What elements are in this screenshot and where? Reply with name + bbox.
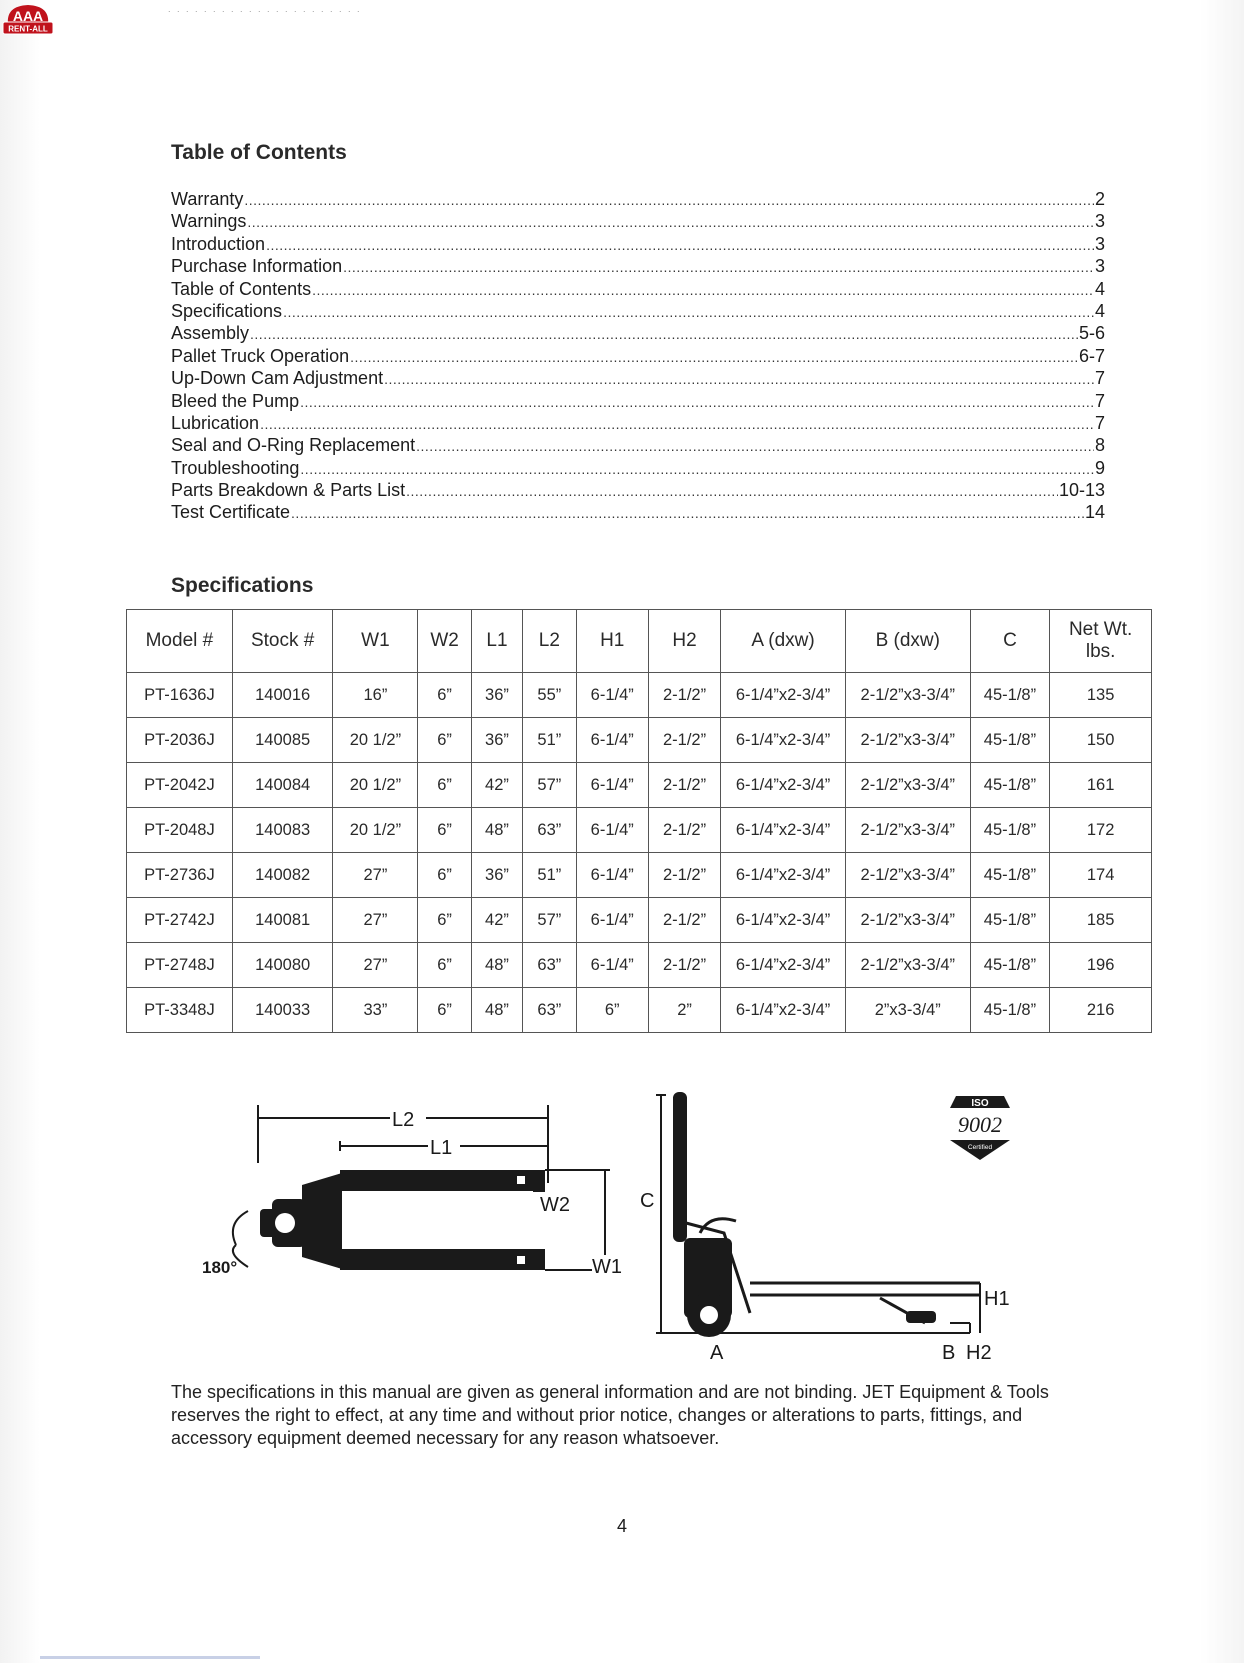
header-faint-text: . . . . . . . . . . . . . . . . . . . . . . — [168, 4, 362, 14]
table-cell: 2-1/2” — [648, 943, 720, 988]
toc-entry — [171, 210, 1105, 232]
table-header-cell: Net Wt. lbs. — [1050, 610, 1152, 673]
table-cell: 140082 — [232, 853, 333, 898]
table-cell: PT-2042J — [127, 763, 233, 808]
table-cell: 2-1/2” — [648, 853, 720, 898]
toc-entry — [171, 412, 1105, 434]
toc-entry-page: 7 — [1094, 390, 1105, 411]
table-cell: 33” — [333, 988, 418, 1033]
table-cell: 6-1/4” — [576, 763, 648, 808]
dimension-label-h1: H1 — [984, 1288, 1010, 1310]
table-cell: 63” — [523, 808, 576, 853]
toc-entry-page: 2 — [1094, 189, 1105, 209]
toc-entry — [171, 255, 1105, 277]
toc-dot-leader — [247, 211, 1094, 233]
table-cell: 20 1/2” — [333, 718, 418, 763]
table-cell: 45-1/8” — [970, 808, 1050, 853]
iso-badge-top: ISO — [971, 1098, 989, 1109]
table-row — [127, 763, 1152, 808]
toc-entry — [171, 300, 1105, 322]
table-cell: 6-1/4”x2-3/4” — [721, 673, 846, 718]
toc-dot-leader — [300, 458, 1094, 480]
table-cell: 45-1/8” — [970, 718, 1050, 763]
table-cell: PT-2048J — [127, 808, 233, 853]
toc-entry — [171, 501, 1105, 523]
toc-entry-page: 10-13 — [1058, 480, 1105, 501]
table-cell: 45-1/8” — [970, 853, 1050, 898]
toc-dot-leader — [312, 279, 1094, 301]
table-cell: 2”x3-3/4” — [845, 988, 970, 1033]
toc-entry-page: 9 — [1094, 457, 1105, 478]
table-cell: 6-1/4” — [576, 853, 648, 898]
table-cell: 6” — [418, 673, 471, 718]
table-cell: 51” — [523, 853, 576, 898]
toc-list — [171, 188, 1105, 524]
table-cell: 6” — [418, 763, 471, 808]
scan-edge-mark — [40, 1656, 260, 1659]
table-header-cell: C — [970, 610, 1050, 673]
table-cell: 2-1/2” — [648, 718, 720, 763]
toc-entry-label: Seal and O-Ring Replacement — [171, 435, 416, 456]
toc-entry — [171, 233, 1105, 255]
fork-shapes — [260, 1170, 545, 1270]
table-cell: 2-1/2” — [648, 898, 720, 943]
pallet-truck-dimension-diagram — [190, 1083, 1040, 1363]
toc-dot-leader — [384, 368, 1094, 390]
table-cell: 6-1/4” — [576, 943, 648, 988]
table-cell: 196 — [1050, 943, 1152, 988]
table-row — [127, 988, 1152, 1033]
table-cell: 185 — [1050, 898, 1152, 943]
table-cell: 36” — [471, 853, 522, 898]
table-cell: 51” — [523, 718, 576, 763]
specifications-heading: Specifications — [171, 574, 314, 597]
toc-entry-page: 7 — [1094, 368, 1105, 389]
table-header-cell: Model # — [127, 610, 233, 673]
toc-entry — [171, 345, 1105, 367]
table-cell: PT-3348J — [127, 988, 233, 1033]
table-cell: 6” — [418, 943, 471, 988]
table-header-cell: W2 — [418, 610, 471, 673]
table-cell: 6” — [418, 853, 471, 898]
table-cell: 45-1/8” — [970, 763, 1050, 808]
table-cell: 161 — [1050, 763, 1152, 808]
table-header-cell: B (dxw) — [845, 610, 970, 673]
table-cell: 6” — [576, 988, 648, 1033]
table-cell: 140083 — [232, 808, 333, 853]
table-cell: 6-1/4”x2-3/4” — [721, 988, 846, 1033]
table-header-cell: A (dxw) — [721, 610, 846, 673]
toc-dot-leader — [291, 502, 1084, 524]
toc-entry-label: Warranty — [171, 189, 244, 209]
table-cell: 216 — [1050, 988, 1152, 1033]
dimension-label-a: A — [710, 1342, 724, 1363]
table-cell: 20 1/2” — [333, 763, 418, 808]
toc-entry-page: 14 — [1084, 502, 1105, 523]
table-header-cell: L1 — [471, 610, 522, 673]
table-cell: 27” — [333, 853, 418, 898]
toc-entry — [171, 457, 1105, 479]
table-cell: 45-1/8” — [970, 673, 1050, 718]
table-cell: 27” — [333, 898, 418, 943]
toc-dot-leader — [244, 189, 1094, 211]
dimension-label-l1: L1 — [430, 1137, 453, 1159]
table-cell: 55” — [523, 673, 576, 718]
dimension-label-w1: W1 — [592, 1256, 622, 1278]
toc-entry-page: 6-7 — [1078, 345, 1105, 366]
table-row — [127, 808, 1152, 853]
table-cell: 174 — [1050, 853, 1152, 898]
table-cell: 2-1/2”x3-3/4” — [845, 853, 970, 898]
logo-text-top: AAA — [12, 8, 44, 24]
toc-entry — [171, 322, 1105, 344]
toc-entry-label: Table of Contents — [171, 278, 312, 299]
specifications-table — [126, 609, 1152, 1033]
table-cell: 42” — [471, 898, 522, 943]
table-cell: 27” — [333, 943, 418, 988]
iso-badge-number: 9002 — [958, 1112, 1002, 1137]
table-cell: 135 — [1050, 673, 1152, 718]
table-cell: 48” — [471, 943, 522, 988]
toc-entry-label: Warnings — [171, 211, 247, 232]
dimension-label-l2: L2 — [392, 1109, 415, 1131]
side-view-body — [684, 1238, 936, 1337]
table-cell: 45-1/8” — [970, 943, 1050, 988]
table-row — [127, 673, 1152, 718]
toc-entry-page: 3 — [1094, 211, 1105, 232]
table-cell: 6” — [418, 988, 471, 1033]
toc-entry-label: Assembly — [171, 323, 250, 344]
toc-entry-label: Parts Breakdown & Parts List — [171, 480, 406, 501]
table-cell: 63” — [523, 988, 576, 1033]
table-cell: 2-1/2”x3-3/4” — [845, 763, 970, 808]
table-cell: 6-1/4”x2-3/4” — [721, 763, 846, 808]
toc-entry-page: 8 — [1094, 435, 1105, 456]
table-cell: 140081 — [232, 898, 333, 943]
table-cell: 48” — [471, 808, 522, 853]
toc-entry-page: 7 — [1094, 412, 1105, 433]
toc-entry — [171, 434, 1105, 456]
page-number: 4 — [616, 1516, 627, 1536]
table-row — [127, 898, 1152, 943]
toc-entry-label: Lubrication — [171, 412, 260, 433]
table-header-cell: H2 — [648, 610, 720, 673]
table-cell: PT-2036J — [127, 718, 233, 763]
table-cell: 172 — [1050, 808, 1152, 853]
table-row — [127, 718, 1152, 763]
table-cell: 42” — [471, 763, 522, 808]
table-cell: 36” — [471, 718, 522, 763]
table-cell: PT-2742J — [127, 898, 233, 943]
toc-entry-page: 4 — [1094, 300, 1105, 321]
table-cell: 6” — [418, 718, 471, 763]
table-cell: 20 1/2” — [333, 808, 418, 853]
table-header-cell: W1 — [333, 610, 418, 673]
table-row — [127, 943, 1152, 988]
toc-entry-label: Introduction — [171, 233, 266, 254]
table-cell: 2-1/2”x3-3/4” — [845, 898, 970, 943]
toc-entry-label: Specifications — [171, 300, 283, 321]
iso-9002-badge — [942, 1094, 1018, 1162]
toc-entry-label: Pallet Truck Operation — [171, 345, 350, 366]
logo-text-bottom: RENT-ALL — [8, 24, 48, 34]
table-cell: 45-1/8” — [970, 898, 1050, 943]
toc-dot-leader — [266, 234, 1094, 256]
table-cell: 140016 — [232, 673, 333, 718]
disclaimer-paragraph: The specifications in this manual are given as general information and are not binding. JET Equipment & Tools reserves the right to effect, at any time and without prior notice, changes or alterations to parts, fittings, and accessory equipment deemed necessary for any reason whatsoever. — [171, 1382, 1049, 1448]
table-cell: 150 — [1050, 718, 1152, 763]
toc-entry-label: Test Certificate — [171, 502, 291, 523]
dimension-label-w2: W2 — [540, 1194, 570, 1216]
table-cell: 6-1/4” — [576, 673, 648, 718]
toc-dot-leader — [416, 435, 1094, 457]
table-cell: 57” — [523, 898, 576, 943]
table-cell: 6-1/4” — [576, 808, 648, 853]
table-header-cell: Stock # — [232, 610, 333, 673]
toc-dot-leader — [406, 480, 1058, 502]
toc-dot-leader — [343, 256, 1094, 278]
dimension-label-b: B — [942, 1342, 956, 1363]
toc-entry-label: Purchase Information — [171, 256, 343, 277]
table-cell: 6-1/4” — [576, 718, 648, 763]
table-cell: PT-1636J — [127, 673, 233, 718]
table-cell: 6-1/4”x2-3/4” — [721, 808, 846, 853]
toc-heading: Table of Contents — [171, 141, 347, 164]
table-cell: 36” — [471, 673, 522, 718]
toc-entry-page: 4 — [1094, 278, 1105, 299]
toc-dot-leader — [283, 301, 1094, 323]
rotation-angle-label: 180° — [202, 1258, 238, 1277]
table-cell: 6” — [418, 898, 471, 943]
dimension-label-c: C — [640, 1190, 655, 1212]
table-cell: 45-1/8” — [970, 988, 1050, 1033]
toc-entry — [171, 390, 1105, 412]
table-cell: 2-1/2”x3-3/4” — [845, 718, 970, 763]
toc-entry — [171, 367, 1105, 389]
aaa-rent-all-logo — [2, 2, 54, 36]
table-body — [127, 673, 1152, 1033]
table-cell: 63” — [523, 943, 576, 988]
table-cell: 6-1/4”x2-3/4” — [721, 853, 846, 898]
table-cell: 2-1/2” — [648, 673, 720, 718]
table-cell: 140084 — [232, 763, 333, 808]
table-header-row — [127, 610, 1152, 673]
iso-badge-bottom: Certified — [967, 1144, 993, 1151]
table-cell: 2-1/2”x3-3/4” — [845, 673, 970, 718]
toc-dot-leader — [250, 323, 1078, 345]
table-cell: 6-1/4”x2-3/4” — [721, 943, 846, 988]
table-cell: 2-1/2”x3-3/4” — [845, 943, 970, 988]
table-cell: 6” — [418, 808, 471, 853]
toc-entry-label: Bleed the Pump — [171, 390, 300, 411]
toc-entry-label: Troubleshooting — [171, 457, 300, 478]
table-row — [127, 853, 1152, 898]
table-cell: PT-2748J — [127, 943, 233, 988]
table-cell: 2-1/2”x3-3/4” — [845, 808, 970, 853]
table-cell: 140085 — [232, 718, 333, 763]
table-cell: 6-1/4” — [576, 898, 648, 943]
toc-dot-leader — [260, 413, 1094, 435]
toc-entry-page: 5-6 — [1078, 323, 1105, 344]
table-cell: PT-2736J — [127, 853, 233, 898]
toc-entry — [171, 278, 1105, 300]
table-cell: 2-1/2” — [648, 763, 720, 808]
toc-entry-label: Up-Down Cam Adjustment — [171, 368, 384, 389]
toc-dot-leader — [300, 391, 1094, 413]
table-header-cell: H1 — [576, 610, 648, 673]
table-cell: 6-1/4”x2-3/4” — [721, 898, 846, 943]
table-header-cell: L2 — [523, 610, 576, 673]
toc-dot-leader — [350, 346, 1078, 368]
dimension-label-h2: H2 — [966, 1342, 992, 1363]
toc-entry-page: 3 — [1094, 233, 1105, 254]
table-cell: 57” — [523, 763, 576, 808]
toc-entry — [171, 479, 1105, 501]
table-cell: 16” — [333, 673, 418, 718]
table-cell: 2-1/2” — [648, 808, 720, 853]
toc-entry-page: 3 — [1094, 256, 1105, 277]
table-cell: 6-1/4”x2-3/4” — [721, 718, 846, 763]
table-cell: 48” — [471, 988, 522, 1033]
table-cell: 140033 — [232, 988, 333, 1033]
table-cell: 140080 — [232, 943, 333, 988]
toc-entry — [171, 188, 1105, 210]
table-cell: 2” — [648, 988, 720, 1033]
